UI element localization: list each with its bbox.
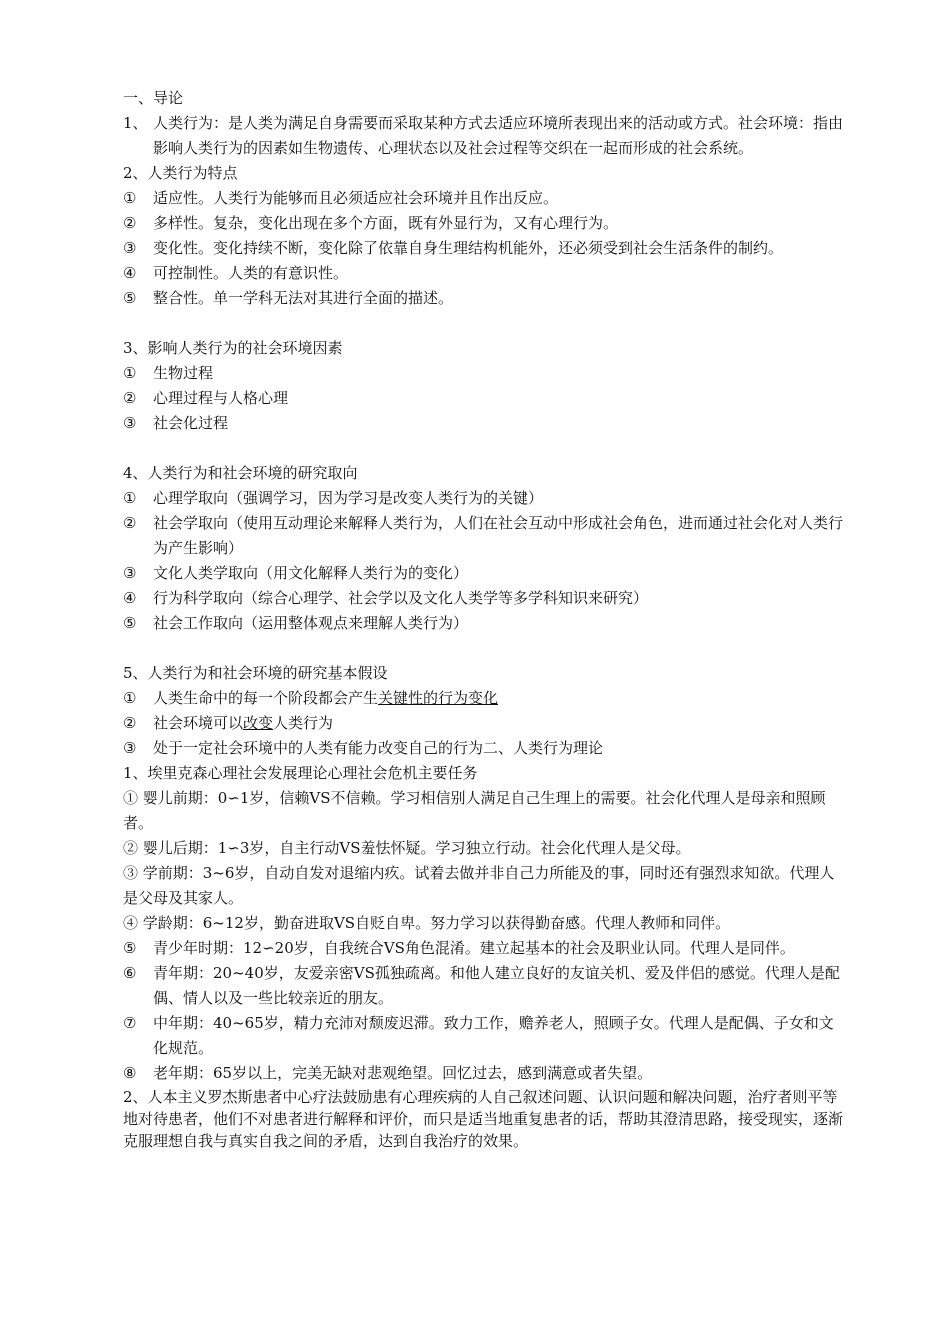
list-marker: ② (123, 389, 137, 407)
erikson-stage-1: ① 婴儿前期：0∽1岁，信赖VS不信赖。学习相信别人满足自己生理上的需要。社会化代理人是母亲和照顾者。 (123, 789, 826, 832)
section-4-title: 4、人类行为和社会环境的研究取向 (123, 464, 358, 482)
list-item (123, 286, 843, 311)
list-item (123, 511, 843, 561)
list-item-text: 中年期：40~65岁，精力充沛对颓废迟滞。致力工作，赡养老人，照顾子女。代理人是配偶、子女和文化规范。 (153, 1014, 834, 1057)
list-item-text: 心理学取向（强调学习，因为学习是改变人类行为的关键） (153, 489, 544, 507)
list-item-text: 心理过程与人格心理 (153, 389, 289, 407)
section-3-list (123, 361, 843, 436)
list-marker: ⑦ (123, 1014, 137, 1032)
list-item-text: 青少年时期：12∽20岁，自我统合VS角色混淆。建立起基本的社会及职业认同。代理人是同伴。 (153, 939, 795, 957)
list-item-text: 行为科学取向（综合心理学、社会学以及文化人类学等多学科知识来研究） (153, 589, 649, 607)
list-item-text (123, 686, 843, 711)
list-item (123, 711, 843, 736)
list-item (123, 361, 843, 386)
definition-text: 人类行为：是人类为满足自身需要而采取某种方式去适应环境所表现出来的活动或方式。社会环境：指由影响人类行为的因素如生物遗传、心理状态以及社会过程等交织在一起而形成的社会系统。 (153, 114, 844, 157)
underlined-term: 改变 (243, 714, 274, 732)
list-item-text: 社会工作取向（运用整体观点来理解人类行为） (153, 614, 469, 632)
list-item-text: 整合性。单一学科无法对其进行全面的描述。 (153, 289, 454, 307)
list-item (123, 261, 843, 286)
list-marker: ③ (123, 414, 137, 432)
list-item-text: 青年期：20~40岁，友爱亲密VS孤独疏离。和他人建立良好的友谊关机、爱及伴侣的感觉。代理人是配偶、情人以及一些比较亲近的朋友。 (153, 964, 840, 1007)
list-item-text: 适应性。人类行为能够而且必须适应社会环境并且作出反应。 (153, 189, 559, 207)
list-marker: ⑤ (123, 614, 137, 632)
list-marker: ⑥ (123, 964, 137, 982)
list-item-text: 多样性。复杂，变化出现在多个方面，既有外显行为，又有心理行为。 (153, 214, 619, 232)
list-item (123, 386, 843, 411)
list-item (123, 411, 843, 436)
list-item (123, 586, 843, 611)
list-marker: ⑧ (123, 1064, 137, 1082)
list-item-text: 变化性。变化持续不断，变化除了依靠自身生理结构机能外，还必须受到社会生活条件的制约。 (153, 239, 784, 257)
list-item-text: 社会化过程 (153, 414, 229, 432)
section-3-title: 3、影响人类行为的社会环境因素 (123, 339, 343, 357)
list-item-text: 老年期：65岁以上，完美无缺对悲观绝望。回忆过去，感到满意或者失望。 (153, 1064, 653, 1082)
assumption-text: 人类生命中的每一个阶段都会产生 (153, 689, 379, 707)
list-marker: ① (123, 689, 137, 707)
erikson-stage-7 (123, 1011, 843, 1061)
list-marker: ⑤ (123, 939, 137, 957)
list-item (123, 561, 843, 586)
list-item (123, 611, 843, 636)
list-item-text: 社会学取向（使用互动理论来解释人类行为，人们在社会互动中形成社会角色，进而通过社会化对人类行为产生影响） (153, 514, 844, 557)
paragraph-number: 1、 (123, 114, 148, 132)
list-marker: ② (123, 514, 137, 532)
list-item (123, 236, 843, 261)
heading-introduction: 一、导论 (123, 89, 184, 107)
assumption-text: 社会环境可以 (153, 714, 244, 732)
rogers-paragraph: 2、人本主义罗杰斯患者中心疗法鼓励患有心理疾病的人自己叙述问题、认识问题和解决问题，治疗者则平等地对待患者，他们不对患者进行解释和评价，而只是适当地重复患者的话，帮助其澄清思路，接受现实，逐渐克服理想自我与真实自我之间的矛盾，达到自我治疗的效果。 (123, 1088, 844, 1150)
list-item (123, 686, 843, 711)
underlined-term: 关键性的行为变化 (378, 689, 499, 707)
section-4-list (123, 486, 843, 636)
list-marker: ① (123, 489, 137, 507)
list-marker: ④ (123, 264, 137, 282)
section-5-title: 5、人类行为和社会环境的研究基本假设 (123, 664, 388, 682)
list-marker: ③ (123, 239, 137, 257)
assumption-text: 人类行为 (273, 714, 334, 732)
erikson-stage-4: ④ 学龄期：6~12岁，勤奋进取VS自贬自卑。努力学习以获得勤奋感。代理人教师和同伴。 (123, 914, 731, 932)
section-5-list (123, 686, 843, 761)
list-marker: ③ (123, 739, 137, 757)
list-marker: ⑤ (123, 289, 137, 307)
erikson-title: 1、埃里克森心理社会发展理论心理社会危机主要任务 (123, 764, 478, 782)
list-item (123, 211, 843, 236)
list-marker: ② (123, 214, 137, 232)
erikson-stage-8 (123, 1061, 843, 1086)
paragraph-definitions (123, 111, 843, 161)
list-item-text: 文化人类学取向（用文化解释人类行为的变化） (153, 564, 469, 582)
document-body (123, 86, 843, 1152)
list-item-text: 处于一定社会环境中的人类有能力改变自己的行为二、人类行为理论 (153, 739, 604, 757)
list-marker: ① (123, 189, 137, 207)
erikson-stage-3: ③ 学前期：3~6岁，自动自发对退缩内疚。试着去做并非自己力所能及的事，同时还有强烈求知欲。代理人是父母及其家人。 (123, 864, 835, 907)
section-2-list (123, 186, 843, 311)
erikson-stage-6 (123, 961, 843, 1011)
list-marker: ② (123, 714, 137, 732)
list-item-text: 生物过程 (153, 364, 214, 382)
list-marker: ① (123, 364, 137, 382)
list-item (123, 186, 843, 211)
list-marker: ③ (123, 564, 137, 582)
erikson-stage-5 (123, 936, 843, 961)
erikson-stage-2: ② 婴儿后期：1∽3岁，自主行动VS羞怯怀疑。学习独立行动。社会化代理人是父母。 (123, 839, 691, 857)
list-marker: ④ (123, 589, 137, 607)
section-2-title: 2、人类行为特点 (123, 164, 238, 182)
list-item (123, 486, 843, 511)
list-item (123, 736, 843, 761)
list-item-text: 可控制性。人类的有意识性。 (153, 264, 349, 282)
list-item-text (123, 711, 843, 736)
